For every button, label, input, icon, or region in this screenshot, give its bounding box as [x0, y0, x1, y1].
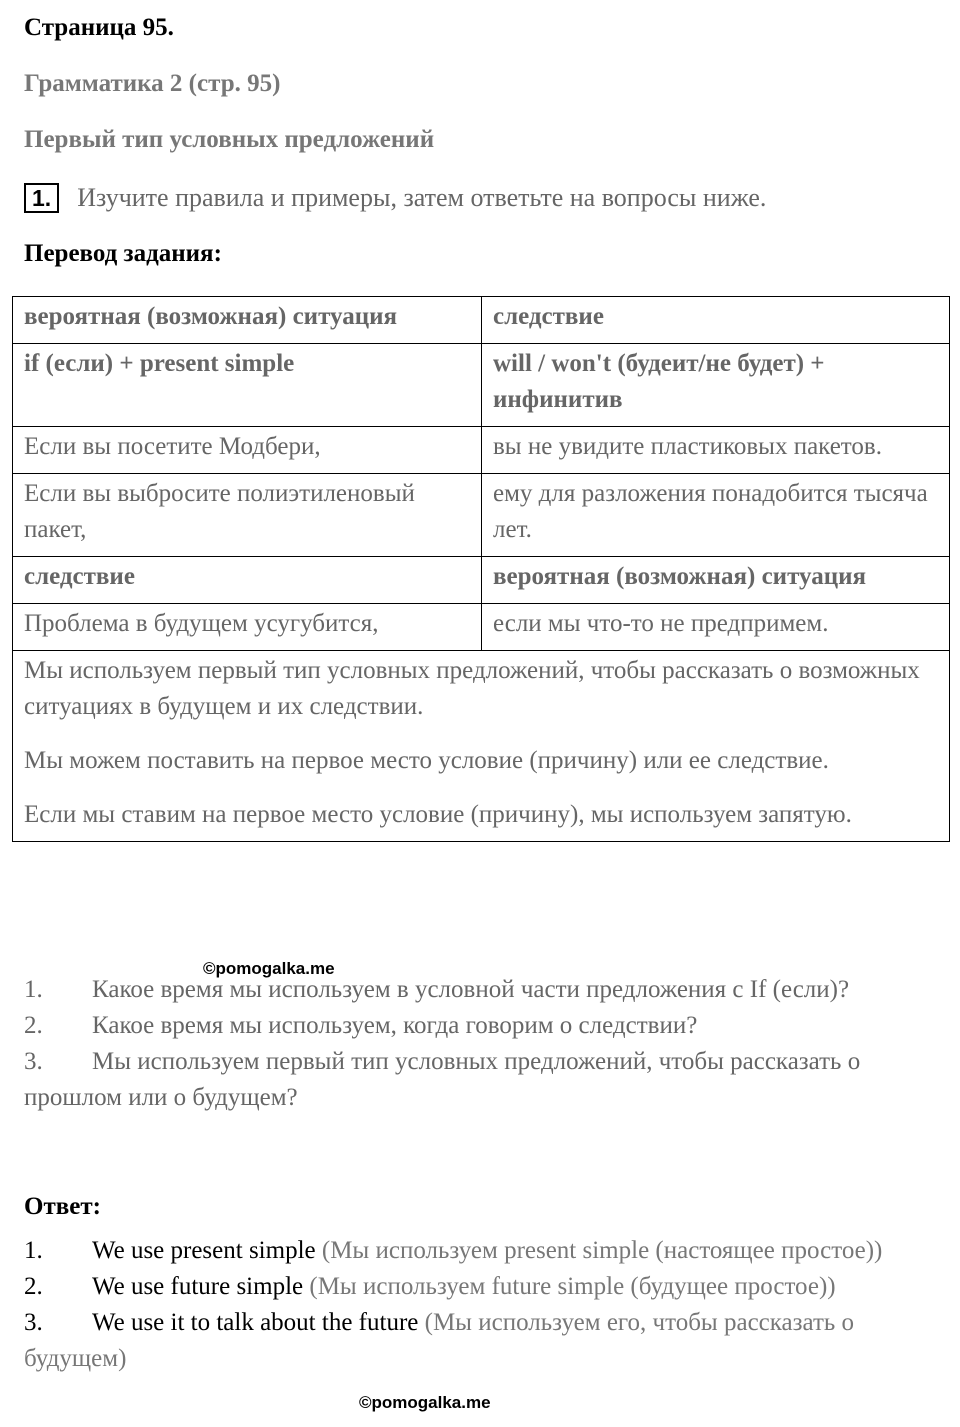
list-item [24, 1269, 944, 1305]
rule-note: Если мы ставим на первое место условие (причину), мы используем запятую. [24, 801, 852, 828]
table-row [13, 297, 950, 344]
answer-translation: (Мы используем его, чтобы рассказать о будущем) [24, 1309, 855, 1372]
table-cell: вы не увидите пластиковых пакетов. [482, 427, 950, 474]
topic-heading: Первый тип условных предложений [24, 126, 435, 153]
table-cell: следствие [482, 297, 950, 344]
list-item [24, 1233, 944, 1269]
list-item [24, 1008, 944, 1044]
question-list [24, 972, 944, 1116]
answer-number: 1. [24, 1237, 43, 1264]
question-text: Мы используем первый тип условных предложений, чтобы рассказать о прошлом или о будущем? [24, 1048, 861, 1111]
table-cell: Проблема в будущем усугубится, [13, 604, 482, 651]
table-cell: следствие [13, 557, 482, 604]
answer-number: 2. [24, 1273, 43, 1300]
translation-heading: Перевод задания: [24, 240, 222, 267]
task-text: Изучите правила и примеры, затем ответьте на вопросы ниже. [77, 183, 767, 212]
grammar-table [12, 296, 950, 842]
answer-translation: (Мы используем present simple (настоящее простое)) [315, 1237, 883, 1264]
table-row [13, 427, 950, 474]
rule-note: Мы используем первый тип условных предложений, чтобы рассказать о возможных ситуациях в будущем и их следствии. [24, 657, 920, 720]
answer-english: We use future simple [92, 1273, 304, 1300]
task-instruction [24, 183, 766, 213]
table-row [13, 344, 950, 427]
answer-heading: Ответ: [24, 1193, 101, 1220]
answer-english: We use present simple [92, 1237, 316, 1264]
answer-number: 3. [24, 1309, 43, 1336]
answer-list [24, 1233, 944, 1377]
question-number: 2. [24, 1012, 43, 1039]
question-number: 3. [24, 1048, 43, 1075]
rule-note: Мы можем поставить на первое место условие (причину) или ее следствие. [24, 747, 829, 774]
page-heading: Страница 95. [24, 14, 174, 41]
question-text: Какое время мы используем, когда говорим о следствии? [92, 1012, 698, 1039]
list-item [24, 1305, 944, 1377]
table-row [13, 651, 950, 842]
table-row [13, 604, 950, 651]
table-cell: Если вы выбросите полиэтиленовый пакет, [13, 474, 482, 557]
answer-english: We use it to talk about the future [92, 1309, 419, 1336]
table-cell: Если вы посетите Модбери, [13, 427, 482, 474]
task-number-box: 1. [24, 183, 59, 213]
grammar-heading: Грамматика 2 (стр. 95) [24, 70, 281, 97]
table-cell: вероятная (возможная) ситуация [482, 557, 950, 604]
list-item [24, 1044, 944, 1116]
watermark: ©pomogalka.me [203, 959, 335, 978]
table-row [13, 474, 950, 557]
notes-cell [13, 651, 950, 842]
list-item [24, 972, 944, 1008]
answer-translation: (Мы используем future simple (будущее простое)) [303, 1273, 836, 1300]
table-cell: ему для разложения понадобится тысяча лет. [482, 474, 950, 557]
table-cell: если мы что-то не предпримем. [482, 604, 950, 651]
watermark: ©pomogalka.me [359, 1393, 491, 1412]
question-number: 1. [24, 976, 43, 1003]
table-cell: вероятная (возможная) ситуация [13, 297, 482, 344]
table-cell: if (если) + present simple [13, 344, 482, 427]
question-text: Какое время мы используем в условной части предложения с If (если)? [92, 976, 850, 1003]
table-cell: will / won't (будеит/не будет) + инфинитив [482, 344, 950, 427]
table-row [13, 557, 950, 604]
